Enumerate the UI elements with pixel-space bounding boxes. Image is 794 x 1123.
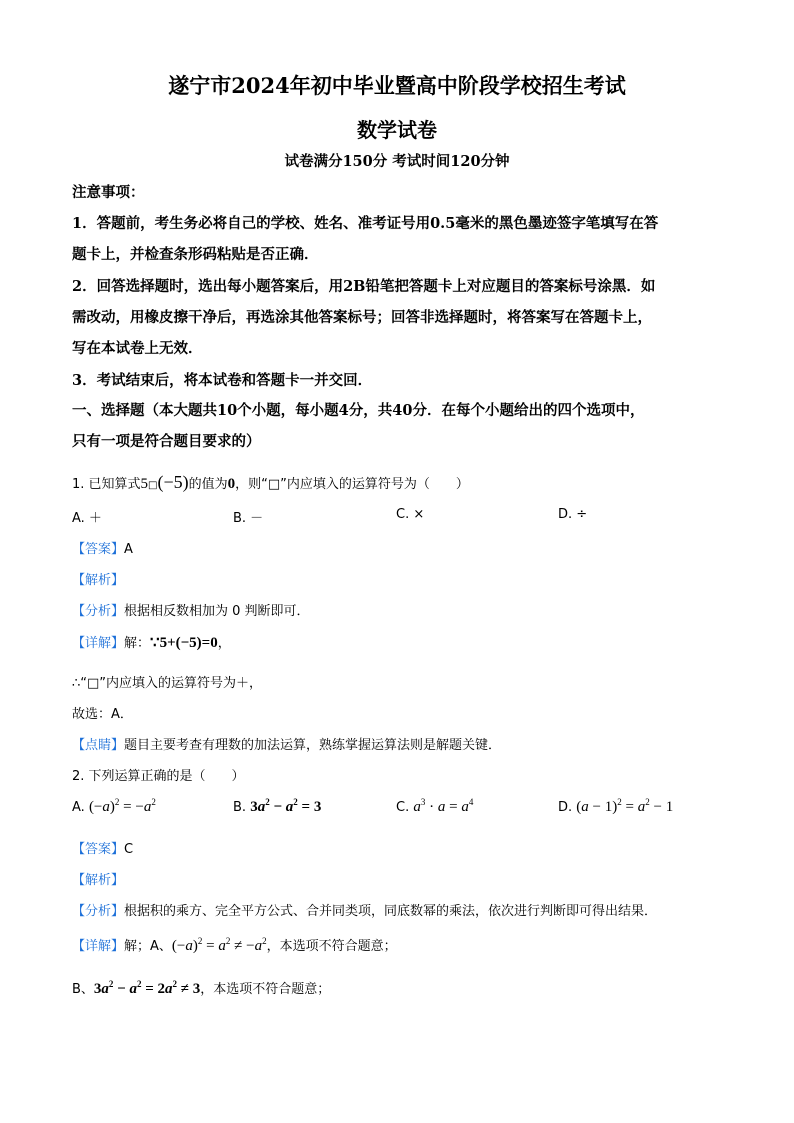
notice-line: 2．回答选择题时，选出每小题答案后，用2B铅笔把答题卡上对应题目的答案标号涂黑．如 xyxy=(72,278,656,295)
section-heading-cont: 只有一项是符合题目要求的） xyxy=(72,433,261,450)
q1-option-b: B. － xyxy=(233,511,264,526)
q1-therefore: ∴“□”内应填入的运算符号为＋， xyxy=(72,676,263,691)
q2-jiexi-tag: 【解析】 xyxy=(72,873,125,888)
q1-detail: 【详解】解：∵5+(−5)=0， xyxy=(72,635,231,651)
q2-detail-a: 【详解】解；A、$(-a)^2 = a^2 \ne -a^2$，本选项不符合题意； xyxy=(72,936,397,954)
answer-tag: 【答案】 xyxy=(72,542,125,557)
question-2-stem: 2. 下列运算正确的是（ ） xyxy=(72,769,245,784)
q2-detail-b: B、$3a^2 - a^2 = 2a^2 \ne 3$，本选项不符合题意； xyxy=(72,979,331,997)
notice-line: 题卡上，并检查条形码粘贴是否正确． xyxy=(72,246,319,263)
exam-info: 试卷满分150分 考试时间120分钟 xyxy=(284,153,510,170)
q1-option-a: A. ＋ xyxy=(72,511,102,526)
q1-answer: 【答案】A xyxy=(72,542,133,557)
q1-analysis: 【分析】根据相反数相加为 0 判断即可． xyxy=(72,604,310,619)
q2-option-d: D. $(a - 1)^2 = a^2 - 1$ xyxy=(558,797,674,815)
q1-jiexi-tag: 【解析】 xyxy=(72,573,125,588)
notice-line: 1．答题前，考生务必将自己的学校、姓名、准考证号用0.5毫米的黑色墨迹签字笔填写在答 xyxy=(72,215,659,232)
notice-line: 3．考试结束后，将本试卷和答题卡一并交回． xyxy=(72,372,373,389)
q1-comment: 【点睛】题目主要考查有理数的加法运算，熟练掌握运算法则是解题关键． xyxy=(72,738,502,753)
q2-answer: 【答案】C xyxy=(72,842,134,857)
question-1-stem: 1. 已知算式5□(−5)的值为0，则“□”内应填入的运算符号为（ ） xyxy=(72,472,469,492)
q2-option-c: C. $a^3 \cdot a = a^4$ xyxy=(396,797,474,815)
q2-analysis: 【分析】根据积的乘方、完全平方公式、合并同类项，同底数幂的乘法，依次进行判断即可得出结果． xyxy=(72,904,658,919)
exam-title: 遂宁市2024年初中毕业暨高中阶段学校招生考试 xyxy=(168,73,626,98)
q1-option-d: D. ÷ xyxy=(558,507,588,522)
notice-line: 需改动，用橡皮擦干净后，再选涂其他答案标号；回答非选择题时，将答案写在答题卡上， xyxy=(72,309,652,326)
notice-line: 写在本试卷上无效． xyxy=(72,340,203,357)
q2-option-a: A. $(-a)^2 = -a^2$ xyxy=(72,797,156,815)
answer-tag: 【答案】 xyxy=(72,842,125,857)
notice-heading: 注意事项： xyxy=(72,184,145,201)
q1-option-c: C. × xyxy=(396,507,425,522)
exam-subtitle: 数学试卷 xyxy=(357,118,437,142)
q1-choose: 故选：A． xyxy=(72,707,133,722)
q2-option-b: B. $3a^2 - a^2 = 3$ xyxy=(233,797,322,815)
section-heading: 一、选择题（本大题共10个小题，每小题4分，共40分．在每个小题给出的四个选项中， xyxy=(72,402,645,419)
